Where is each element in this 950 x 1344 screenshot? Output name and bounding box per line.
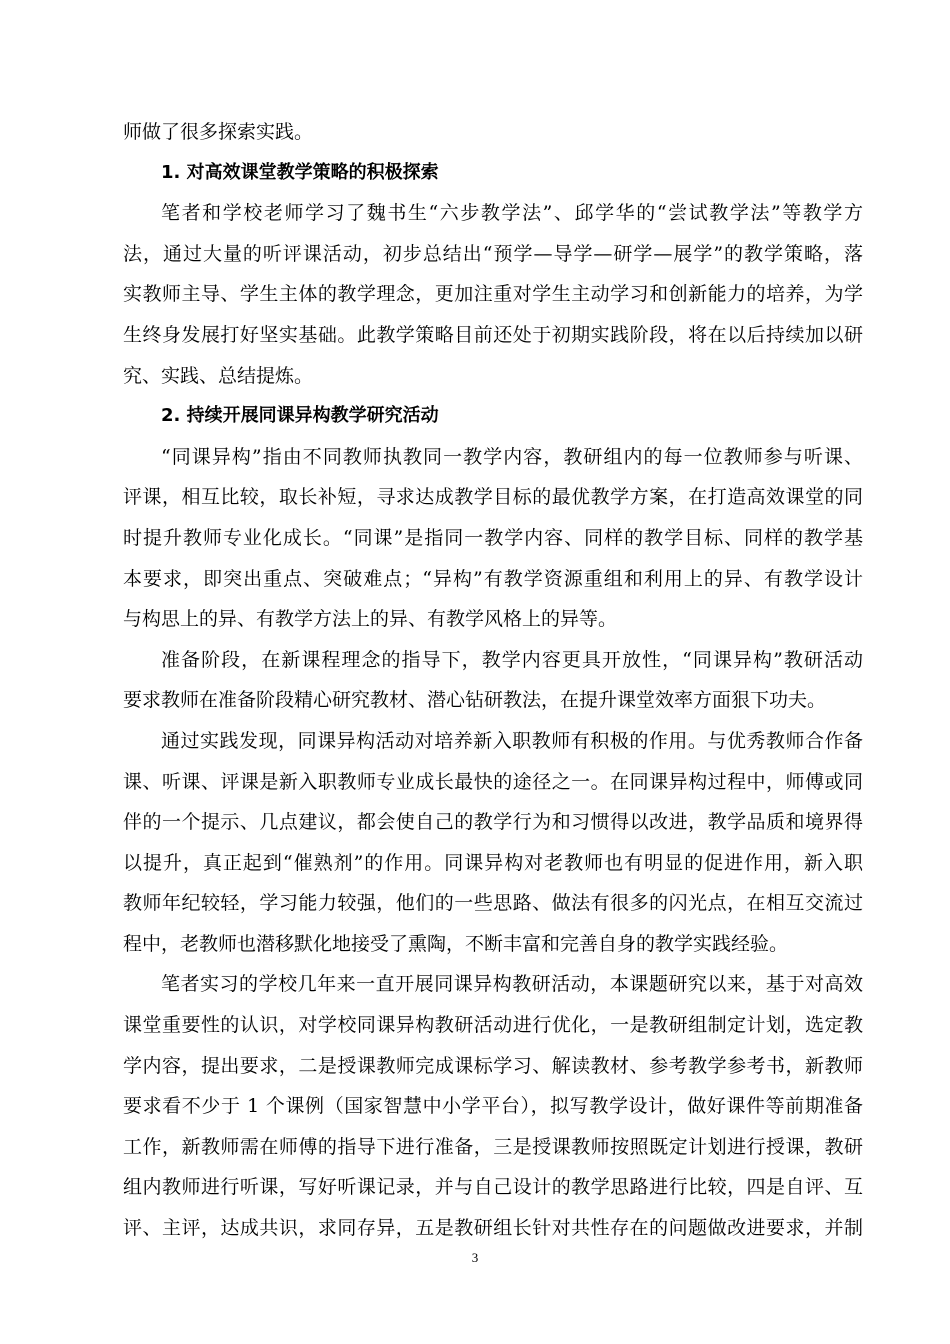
paragraph-line: 通过实践发现，同课异构活动对培养新入职教师有积极的作用。与优秀教师合作备 [161,729,863,752]
paragraph-line: 时提升教师专业化成长。“同课”是指同一教学内容、同样的教学目标、同样的教学基 [123,526,863,549]
paragraph-line: 学内容，提出要求，二是授课教师完成课标学习、解读教材、参考教学参考书，新教师 [123,1054,863,1077]
document-body [123,112,863,1249]
paragraph-line: 要求教师在准备阶段精心研究教材、潜心钻研教法，在提升课堂效率方面狠下功夫。 [123,689,827,712]
paragraph-line: 实教师主导、学生主体的教学理念，更加注重对学生主动学习和创新能力的培养，为学 [123,283,863,306]
paragraph-line: 本要求，即突出重点、突破难点；“异构”有教学资源重组和利用上的异、有教学设计 [123,567,863,590]
paragraph-line: 要求看不少于 1 个课例（国家智慧中小学平台），拟写教学设计，做好课件等前期准备 [123,1095,863,1118]
paragraph-line: 准备阶段，在新课程理念的指导下，教学内容更具开放性，“同课异构”教研活动 [161,648,863,671]
paragraph-line: 法，通过大量的听评课活动，初步总结出“预学—导学—研学—展学”的教学策略，落 [123,242,863,265]
paragraph-line: 课堂重要性的认识，对学校同课异构教研活动进行优化，一是教研组制定计划，选定教 [123,1014,863,1037]
paragraph-line: 笔者和学校老师学习了魏书生“六步教学法”、邱学华的“尝试教学法”等教学方 [161,202,863,225]
paragraph-line: 组内教师进行听课，写好听课记录，并与自己设计的教学思路进行比较，四是自评、互 [123,1176,863,1199]
paragraph-line: 伴的一个提示、几点建议，都会使自己的教学行为和习惯得以改进，教学品质和境界得 [123,811,863,834]
paragraph-line: 究、实践、总结提炼。 [123,364,314,387]
paragraph-line: 教师年纪较轻，学习能力较强，他们的一些思路、做法有很多的闪光点，在相互交流过 [123,892,863,915]
paragraph-line: 课、听课、评课是新入职教师专业成长最快的途径之一。在同课异构过程中，师傅或同 [123,770,863,793]
paragraph-line: 评课，相互比较，取长补短，寻求达成教学目标的最优教学方案，在打造高效课堂的同 [123,486,863,509]
paragraph-line: 师做了很多探索实践。 [123,121,314,143]
paragraph-line: 以提升，真正起到“催熟剂”的作用。同课异构对老教师也有明显的促进作用，新入职 [123,851,863,874]
paragraph-line: 生终身发展打好坚实基础。此教学策略目前还处于初期实践阶段，将在以后持续加以研 [123,323,863,346]
section-heading-1: 1. 对高效课堂教学策略的积极探索 [161,161,439,183]
paragraph-line: 评、主评，达成共识，求同存异，五是教研组长针对共性存在的问题做改进要求，并制 [123,1217,863,1240]
paragraph-line: 程中，老教师也潜移默化地接受了熏陶，不断丰富和完善自身的教学实践经验。 [123,932,789,955]
section-heading-2: 2. 持续开展同课异构教学研究活动 [161,405,439,427]
paragraph-line: 工作，新教师需在师傅的指导下进行准备，三是授课教师按照既定计划进行授课，教研 [123,1135,863,1158]
page-number: 3 [471,1250,479,1265]
paragraph-line: 笔者实习的学校几年来一直开展同课异构教研活动，本课题研究以来，基于对高效 [161,973,863,996]
paragraph-line: 与构思上的异、有教学方法上的异、有教学风格上的异等。 [123,608,618,631]
paragraph-line: “同课异构”指由不同教师执教同一教学内容，教研组内的每一位教师参与听课、 [161,445,863,468]
